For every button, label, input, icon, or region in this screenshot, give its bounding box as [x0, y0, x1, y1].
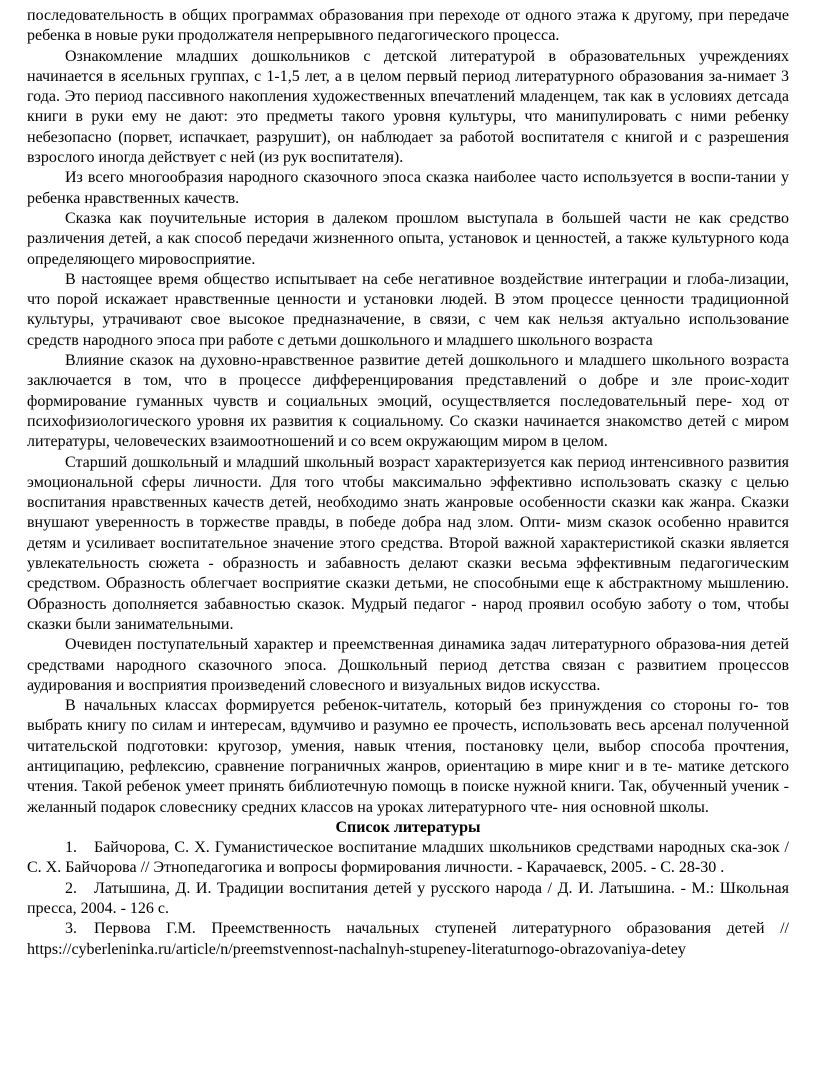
reference-number: 3. [65, 920, 77, 938]
reference-item [27, 919, 789, 960]
paragraph: Ознакомление младших дошкольников с детской литературой в образовательных учреждениях начинается в ясельных группах, с 1-1,5 лет, а в целом первый период литературного образования за-нимает 3 года. Это период пассивного накопления художественных впечатлений младенцем, так как в условиях детсада книги в руки ему не дают: это предметы такого уровня культуры, что манипулировать с ними ребенку небезопасно (порвет, испачкает, разрушит), он наблюдает за работой воспитателя с книгой и с разрешения взрослого иногда действует с ней (из рук воспитателя). [27, 47, 789, 167]
paragraph: Очевиден поступательный характер и преемственная динамика задач литературного образова-ния детей средствами народного сказочного эпоса. Дошкольный период детства связан с развитием процессов аудирования и восприятия произведений словесного и визуальных видов искусства. [27, 636, 789, 694]
reference-item [27, 838, 789, 879]
paragraph: В начальных классах формируется ребенок-читатель, который без принуждения со стороны го- тов выбрать книгу по силам и интересам, вдумчиво и разумно ее прочесть, использовать весь арсенал полученной читательской подготовки: кругозор, умения, навык чтения, постановку цели, выбор способа прочтения, антиципацию, рефлексию, сравнение пограничных жанров, ориентацию в мире книг и в те- матике детского чтения. Такой ребенок умеет принять библиотечную помощь в поиске нужной книги. Так, обученный ученик - желанный подарок словеснику средних классов на уроках литературного чте- ния основной школы. [27, 697, 789, 816]
paragraph: Старший дошкольный и младший школьный возраст характеризуется как период интенсивного развития эмоциональной сферы личности. Для того чтобы максимально эффективно использовать сказку с целью воспитания нравственных качеств детей, необходимо знать жанровые особенности сказки как жанра. Сказки внушают уверенность в торжестве правды, в победе добра над злом. Опти- мизм сказок особенно нравится детям и усиливает воспитательное значение этого средства. Второй важной характеристикой сказки является увлекательность сюжета - образность и забавность делают сказки весьма эффективным педагогическим средством. Образность облегчает восприятие сказки детьми, не способными еще к абстрактному мышлению. Образность дополняется забавностью сказок. Мудрый педагог - народ проявил особую заботу о том, чтобы сказки были занимательными. [27, 453, 789, 633]
paragraph: последовательность в общих программах образования при переходе от одного этажа к другому, при передаче ребенка в новые руки продолжателя непрерывного педагогического процесса. [27, 7, 789, 45]
paragraph: Сказка как поучительные история в далеком прошлом выступала в большей части не как средство различения детей, а как способ передачи жизненного опыта, установок и ценностей, а также культурного кода определяющего мировосприятие. [27, 209, 789, 268]
reference-item [27, 879, 789, 920]
paragraph: В настоящее время общество испытывает на себе негативное воздействие интеграции и глоба-лизации, что порой искажает нравственные ценности и установки людей. В этом процессе ценности традиционной культуры, утрачивают свое высокое предназначение, в связи, с чем как нельзя актуально использование средств народного эпоса при работе с детьми дошкольного и младшего школьного возраста [27, 270, 789, 349]
paragraph: Из всего многообразия народного сказочного эпоса сказка наиболее часто используется в воспи-тании у ребенка нравственных качеств. [27, 169, 789, 207]
paragraph: Влияние сказок на духовно-нравственное развитие детей дошкольного и младшего школьного возраста заключается в том, что в процессе дифференцирования представлений о добре и зле проис-ходит формирование гуманных чувств и социальных эмоций, осуществляется последовательный пере- ход от психофизиологического уровня их развития к социальному. Со сказки начинается знакомство детей с миром литературы, человеческих взаимоотношений и со всем окружающим миром в целом. [27, 352, 789, 451]
references-heading: Список литературы [335, 818, 481, 836]
reference-number: 1. [65, 839, 77, 857]
reference-text: Первова Г.М. Преемственность начальных ступеней литературного образования детей // https://cyberleninka.ru/article/n/preemstvennost-nachalnyh-stupeney-literaturnogo-obrazovaniya-detey [27, 920, 789, 958]
reference-number: 2. [65, 879, 77, 897]
reference-text: Латышина, Д. И. Традиции воспитания детей у русского народа / Д. И. Латышина. - М.: Школьная пресса, 2004. - 126 с. [27, 879, 789, 918]
reference-text: Байчорова, С. Х. Гуманистическое воспитание младших школьников средствами народных ска-зок / С. Х. Байчорова // Этнопедагогика и вопросы формирования личности. - Карачаевск, 2005. - С. 28-30 . [27, 839, 789, 877]
